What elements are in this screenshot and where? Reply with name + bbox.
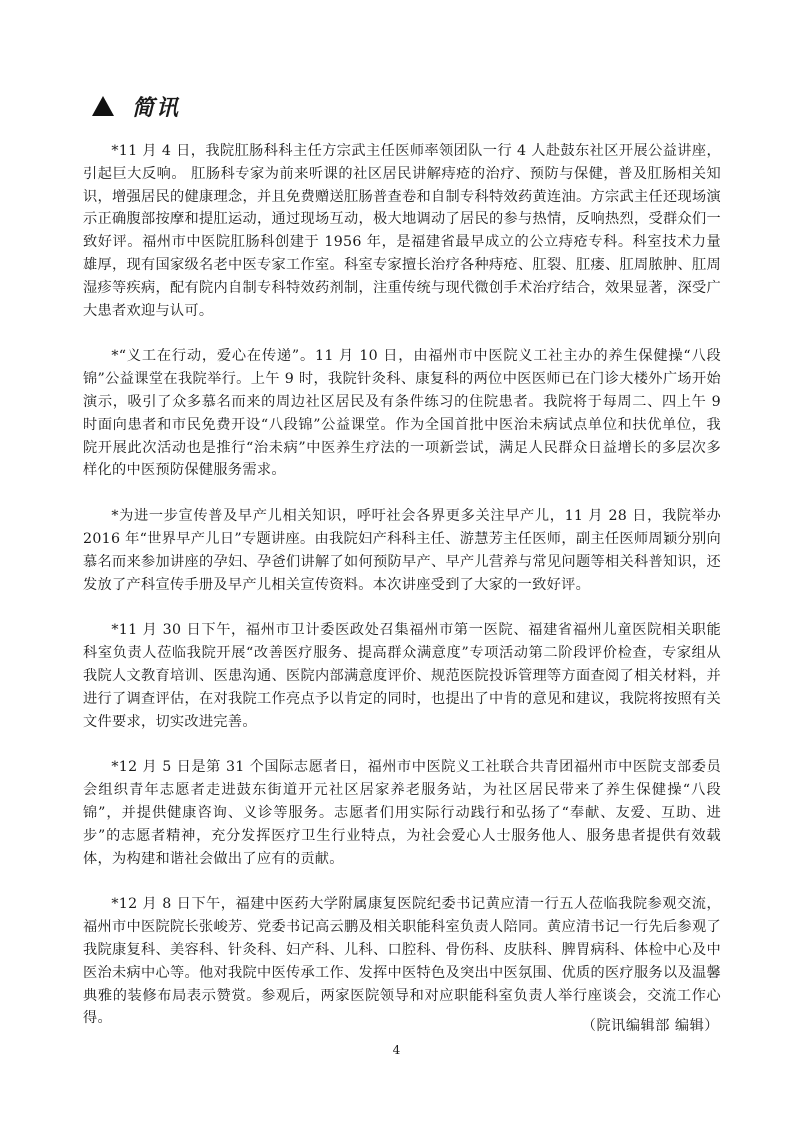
news-item: *12 月 8 日下午，福建中医药大学附属康复医院纪委书记黄应清一行五人莅临我院参观交流，福州市中医院院长张峻芳、党委书记高云鹏及相关职能科室负责人陪同。黄应清书记一行先后参观了我院康复科、美容科、针灸科、妇产科、儿科、口腔科、骨伤科、皮肤科、脾胃病科、体检中心及中医治未病中心等。他对我院中医传承工作、发挥中医特色及突出中医氛围、优质的医疗服务以及温馨典雅的装修布局表示赞赏。参观后，两家医院领导和对应职能科室负责人举行座谈会，交流工作心得。	[83, 896, 721, 1027]
news-content	[83, 140, 721, 1030]
news-item: *“义工在行动，爱心在传递”。11 月 10 日，由福州市中医院义工社主办的养生保健操“八段锦”公益课堂在我院举行。上午 9 时，我院针灸科、康复科的两位中医医师已在门诊大楼外广场开始演示，吸引了众多慕名而来的周边社区居民及有条件练习的住院患者。我院将于每周二、四上午 9 时面向患者和市民免费开设“八段锦”公益课堂。作为全国首批中医治未病试点单位和扶优单位，我院开展此次活动也是推行“治未病”中医养生疗法的一项新尝试，满足人民群众日益增长的多层次多样化的中医预防保健服务需求。	[83, 348, 721, 479]
section-title: 简讯	[132, 95, 181, 121]
news-item: *11 月 4 日，我院肛肠科科主任方宗武主任医师率领团队一行 4 人赴鼓东社区开展公益讲座，引起巨大反响。 肛肠科专家为前来听课的社区居民讲解痔疮的治疗、预防与保健，普及肛肠相关知识，增强居民的健康理念，并且免费赠送肛肠普查卷和自制专科特效药黄连油。方宗武主任还现场演示正确腹部按摩和提肛运动，通过现场互动，极大地调动了居民的参与热情，反响热烈，受群众们一致好评。福州市中医院肛肠科创建于 1956 年，是福建省最早成立的公立痔疮专科。科室技术力量雄厚，现有国家级名老中医专家工作室。科室专家擅长治疗各种痔疮、肛裂、肛瘘、肛周脓肿、肛周湿疹等疾病，配有院内自制专科特效药剂制，注重传统与现代微创手术治疗结合，效果显著，深受广大患者欢迎与认可。	[83, 143, 721, 319]
page-number: 4	[392, 1043, 401, 1057]
section-heading	[92, 88, 180, 124]
news-item: *12 月 5 日是第 31 个国际志愿者日，福州市中医院义工社联合共青团福州市中医院支部委员会组织青年志愿者走进鼓东街道开元社区居家养老服务站，为社区居民带来了养生保健操“八段锦”，并提供健康咨询、义诊等服务。志愿者们用实际行动践行和弘扬了“奉献、友爱、互助、进步”的志愿者精神，充分发挥医疗卫生行业特点，为社会爱心人士服务他人、服务患者提供有效载体，为构建和谐社会做出了应有的贡献。	[83, 759, 721, 867]
news-item: *为进一步宣传普及早产儿相关知识，呼吁社会各界更多关注早产儿，11 月 28 日，我院举办 2016 年“世界早产儿日”专题讲座。由我院妇产科科主任、游慧芳主任医师，副主任医师周颖分别向慕名而来参加讲座的孕妇、孕爸们讲解了如何预防早产、早产儿营养与常见问题等相关科普知识，还发放了产科宣传手册及早产儿相关宣传资料。本次讲座受到了大家的一致好评。	[83, 508, 721, 593]
news-item: *11 月 30 日下午，福州市卫计委医政处召集福州市第一医院、福建省福州儿童医院相关职能科室负责人莅临我院开展“改善医疗服务、提高群众满意度”专项活动第二阶段评价检查，专家组从我院人文教育培训、医患沟通、医院内部满意度评价、规范医院投诉管理等方面查阅了相关材料，并进行了调查评估，在对我院工作亮点予以肯定的同时，也提出了中肯的意见和建议，我院将按照有关文件要求，切实改进完善。	[83, 622, 721, 730]
triangle-icon	[92, 96, 114, 116]
editor-signoff: （院讯编辑部 编辑）	[581, 1018, 719, 1034]
